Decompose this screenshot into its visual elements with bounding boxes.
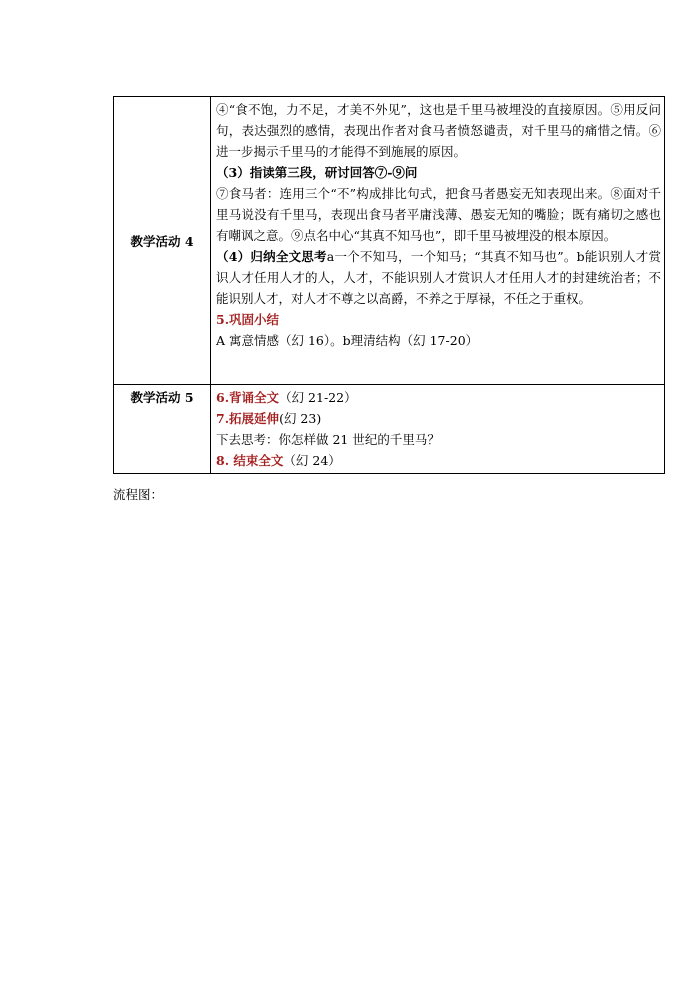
list-item	[216, 387, 661, 408]
section-heading: （4）归纳全文思考	[216, 249, 327, 264]
section-heading: 8. 结束全文	[216, 453, 284, 468]
row-label	[114, 385, 211, 474]
section-heading: 5.巩固小结	[216, 312, 280, 327]
row-content	[211, 97, 665, 385]
row-content	[211, 385, 665, 474]
section-heading: 6.背诵全文	[216, 390, 280, 405]
row-label	[114, 97, 211, 385]
slide-ref: （幻 24）	[283, 453, 341, 468]
paragraph: ⑦食马者：连用三个“不”构成排比句式，把食马者愚妄无知表现出来。⑧面对千里马说没有千里马，表现出食马者平庸浅薄、愚妄无知的嘴脸；既有痛切之感也有嘲讽之意。⑨点名中心“其真不知马也”，即千里马被埋没的根本原因。	[216, 186, 661, 243]
paragraph: A 寓意情感（幻 16）。b理清结构（幻 17-20）	[216, 333, 479, 348]
paragraph: ④“食不饱，力不足，才美不外见”，这也是千里马被埋没的直接原因。⑤用反问句，表达强烈的感情，表现出作者对食马者愤怒谴责，对千里马的痛惜之情。⑥进一步揭示千里马的才能得不到施展的原因。	[216, 102, 661, 159]
list-item: 下去思考：你怎样做 21 世纪的千里马？	[216, 432, 440, 447]
slide-ref: （幻 21-22）	[279, 390, 357, 405]
flowchart-label: 流程图：	[113, 487, 164, 502]
slide-ref: (幻 23)	[279, 411, 322, 426]
section-heading: （3）指读第三段，研讨回答⑦-⑨问	[216, 165, 418, 180]
lesson-plan-table	[113, 96, 665, 474]
row-label-text: 教学活动 5	[130, 390, 194, 405]
section-heading: 7.拓展延伸	[216, 411, 280, 426]
table-row	[114, 385, 665, 474]
list-item	[216, 450, 661, 471]
list-item	[216, 408, 661, 429]
row-label-text: 教学活动 4	[130, 233, 194, 249]
table-row	[114, 97, 665, 385]
paragraph	[216, 246, 661, 309]
paragraph-text: a一个不知马，一个知马；“其真不知马也”。b能识别人才赏识人才任用人才的人，人才，不能识别人才赏识人才任用人才的封建统治者；不能识别人才，对人才不尊之以高爵，不养之于厚禄，不任之于重权。	[216, 249, 661, 306]
